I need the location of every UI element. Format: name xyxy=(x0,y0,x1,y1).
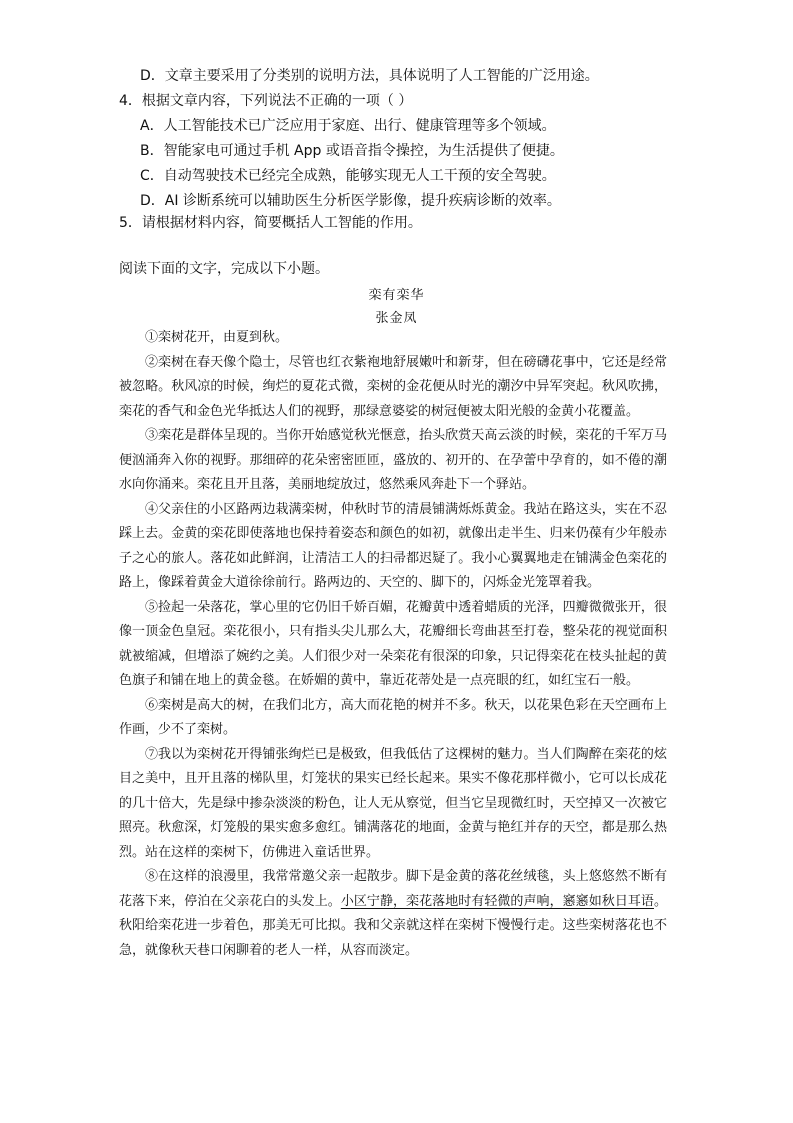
paragraph-8-start: ⑧在这样的浪漫里，我常常邀父亲一起散步。脚下是金黄的落花丝绒毯，头上悠悠然不断有花落下来，停泊在父亲花白的头发上。 xyxy=(119,869,667,909)
essay-paragraph-3: ③栾花是群体呈现的。当你开始感觉秋光惬意，抬头欣赏天高云淡的时候，栾花的千军万马便汹涌奔入你的视野。那细碎的花朵密密匝匝，盛放的、初开的、在孕蕾中孕育的，如不倦的潮水向你涌来。栾花且开且落，美丽地绽放过，悠然乘风奔赴下一个驿站。 xyxy=(119,428,667,492)
reading-instruction: 阅读下面的文字，完成以下小题。 xyxy=(119,261,329,277)
essay-paragraph-8 xyxy=(119,865,667,963)
question-5-stem: 5．请根据材料内容，简要概括人工智能的作用。 xyxy=(119,215,422,231)
essay-paragraph-6: ⑥栾树是高大的树，在我们北方，高大而花艳的树并不多。秋天，以花果色彩在天空画布上作画，少不了栾树。 xyxy=(119,697,667,737)
essay-paragraph-1: ①栾树花开，由夏到秋。 xyxy=(145,330,289,345)
question-4-stem: 4．根据文章内容，下列说法不正确的一项（ ） xyxy=(119,93,413,109)
question-4-option-c: C．自动驾驶技术已经完全成熟，能够实现无人工干预的安全驾驶。 xyxy=(140,168,556,184)
essay-paragraph-2: ②栾树在春天像个隐士，尽管也红衣紫袍地舒展嫩叶和新芽，但在磅礴花事中，它还是经常被忽略。秋风凉的时候，绚烂的夏花式微，栾树的金花便从时光的潮汐中异军突起。秋风吹拂，栾花的香气和金色光华抵达人们的视野，那绿意婆娑的树冠便被太阳光般的金黄小花覆盖。 xyxy=(119,354,667,419)
essay-body xyxy=(119,326,667,963)
essay-paragraph-7: ⑦我以为栾树花开得铺张绚烂已是极致，但我低估了这棵树的魅力。当人们陶醉在栾花的炫目之美中，且开且落的梯队里，灯笼状的果实已经长起来。果实不像花那样微小，它可以长成花的几十倍大，先是绿中掺杂淡淡的粉色，让人无从察觉，但当它呈现微红时，天空掉又一次被它照亮。秋愈深，灯笼般的果实愈多愈红。铺满落花的地面，金黄与艳红并存的天空，都是那么热烈。站在这样的栾树下，仿佛进入童话世界。 xyxy=(119,746,667,860)
question-3-option-d: D．文章主要采用了分类别的说明方法，具体说明了人工智能的广泛用途。 xyxy=(140,68,599,84)
question-4-option-d: D．AI 诊断系统可以辅助医生分析医学影像，提升疾病诊断的效率。 xyxy=(140,193,561,209)
underlined-sentence: 小区宁静，栾花落地时有轻微的声响，窸窸如秋日耳语 xyxy=(340,893,654,909)
question-4-option-b: B．智能家电可通过手机 App 或语音指令操控，为生活提供了便捷。 xyxy=(140,143,564,159)
essay-title: 栾有栾华 xyxy=(368,288,425,303)
essay-paragraph-4: ④父亲住的小区路两边栽满栾树，仲秋时节的清晨铺满烁烁黄金。我站在路这头，实在不忍踩上去。金黄的栾花即使落地也保持着姿态和颜色的如初，就像出走半生、归来仍葆有少年般赤子之心的旅人。落花如此鲜润，让清洁工人的扫帚都迟疑了。我小心翼翼地走在铺满金色栾花的路上，像踩着黄金大道徐徐前行。路两边的、天空的、脚下的，闪烁金光笼罩着我。 xyxy=(119,501,667,590)
essay-author: 张金凤 xyxy=(375,311,418,326)
question-4-option-a: A．人工智能技术已广泛应用于家庭、出行、健康管理等多个领域。 xyxy=(140,118,556,134)
essay-paragraph-5: ⑤捡起一朵落花，掌心里的它仍旧千娇百媚，花瓣黄中透着蜡质的光泽，四瓣微微张开，很像一顶金色皇冠。栾花很小，只有指头尖儿那么大，花瓣细长弯曲甚至打卷，整朵花的视觉面积就被缩减，但增添了婉约之美。人们很少对一朵栾花有很深的印象，只记得栾花在枝头扯起的黄色旗子和铺在地上的黄金毯。在娇媚的黄中，靠近花蒂处是一点亮眼的红，如红宝石一般。 xyxy=(119,599,667,688)
paragraph-8-end: 。秋阳给栾花进一步着色，那美无可比拟。我和父亲就这样在栾树下慢慢行走。这些栾树落花也不急，就像秋天巷口闲聊着的老人一样，从容而淡定。 xyxy=(119,893,667,958)
